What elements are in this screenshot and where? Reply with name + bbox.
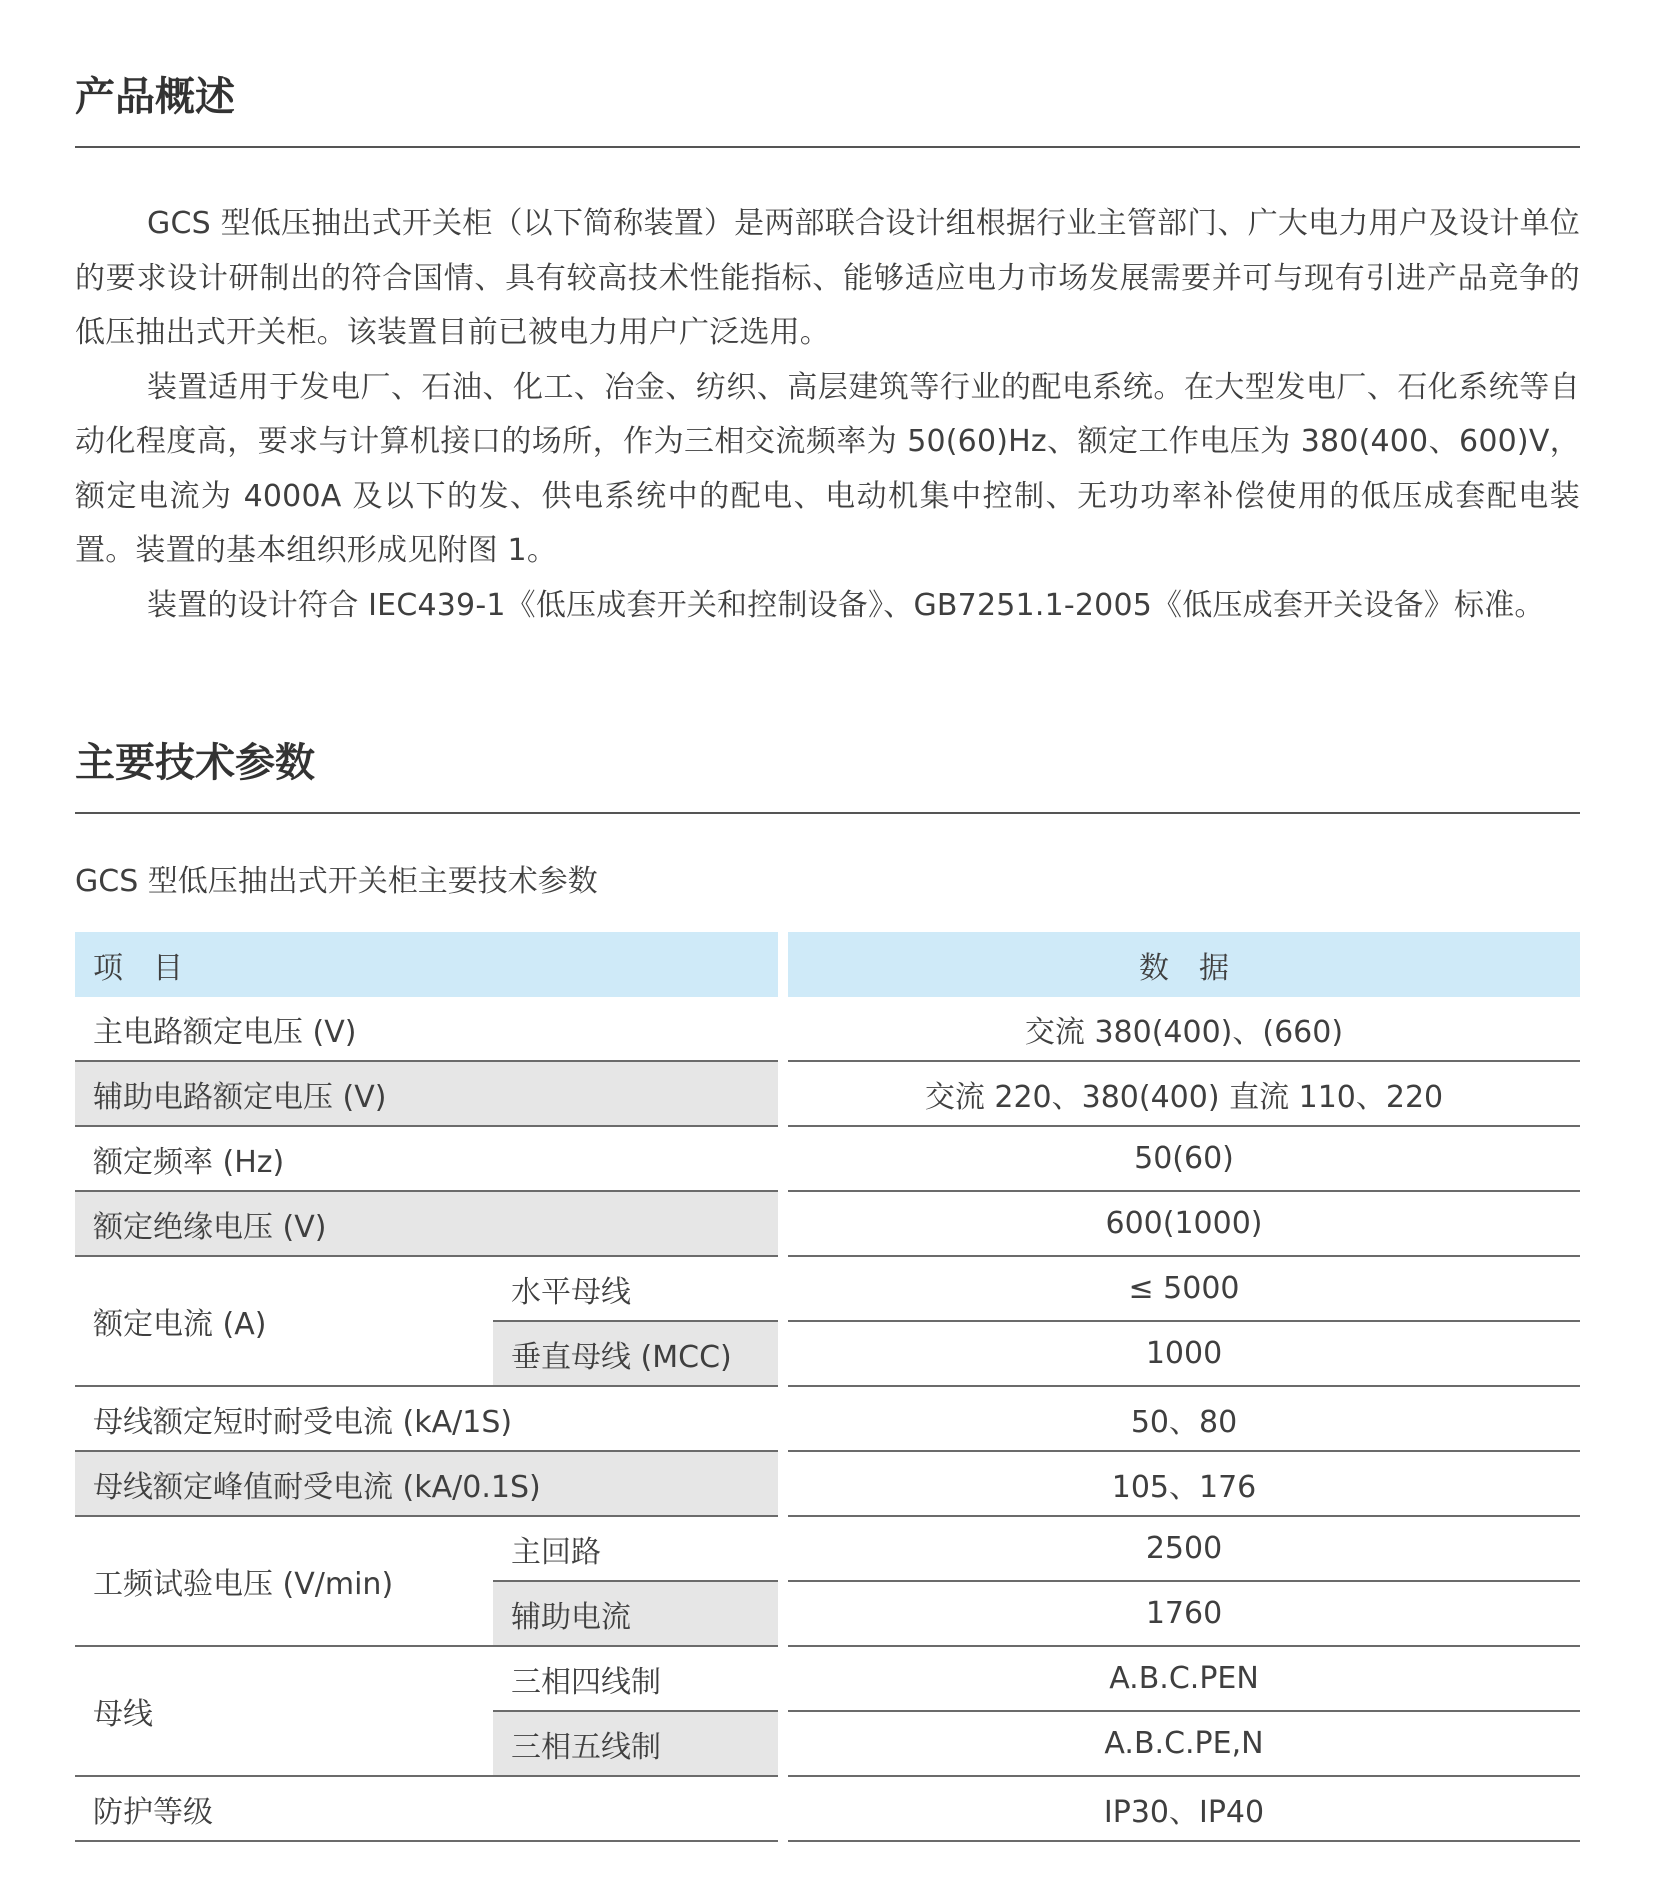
row-data: 105、176 — [788, 1452, 1580, 1517]
row-data: A.B.C.PE,N — [788, 1712, 1580, 1777]
table-row — [75, 1062, 1580, 1127]
row-item: 母线额定峰值耐受电流 (kA/0.1S) — [75, 1452, 778, 1517]
row-data: 交流 380(400)、(660) — [788, 997, 1580, 1062]
overview-paragraph-2: 装置适用于发电厂、石油、化工、冶金、纺织、高层建筑等行业的配电系统。在大型发电厂、石化系统等自动化程度高，要求与计算机接口的场所，作为三相交流频率为 50(60)Hz、额定工作电压为 380(400、600)V，额定电流为 4000A 及以下的发、供电系统中的配电、电动机集中控制、无功功率补偿使用的低压成套配电装置。装置的基本组织形成见附图 1。 — [75, 369, 1580, 568]
row-item: 防护等级 — [75, 1777, 778, 1842]
table-row — [75, 1647, 1580, 1712]
table-row — [75, 1257, 1580, 1322]
row-item: 主电路额定电压 (V) — [75, 997, 778, 1062]
row-data: 1760 — [788, 1582, 1580, 1647]
row-subitem: 三相五线制 — [493, 1712, 778, 1777]
params-table-caption: GCS 型低压抽出式开关柜主要技术参数 — [75, 864, 598, 899]
header-item: 项 目 — [75, 932, 778, 997]
table-row — [75, 1192, 1580, 1257]
row-data: ≤ 5000 — [788, 1257, 1580, 1322]
row-item: 额定电流 (A) — [75, 1257, 493, 1387]
table-row — [75, 1387, 1580, 1452]
params-divider — [75, 812, 1580, 814]
row-data: IP30、IP40 — [788, 1777, 1580, 1842]
overview-paragraph-3: 装置的设计符合 IEC439-1《低压成套开关和控制设备》、GB7251.1-2005《低压成套开关设备》标准。 — [147, 587, 1545, 623]
row-subitem: 主回路 — [493, 1517, 778, 1582]
overview-divider — [75, 146, 1580, 148]
row-data: A.B.C.PEN — [788, 1647, 1580, 1712]
params-title: 主要技术参数 — [75, 740, 315, 786]
row-item: 工频试验电压 (V/min) — [75, 1517, 493, 1647]
row-subitem: 辅助电流 — [493, 1582, 778, 1647]
params-table — [75, 932, 1580, 1842]
row-data: 2500 — [788, 1517, 1580, 1582]
table-header-row — [75, 932, 1580, 997]
overview-paragraph-1: GCS 型低压抽出式开关柜（以下简称装置）是两部联合设计组根据行业主管部门、广大电力用户及设计单位的要求设计研制出的符合国情、具有较高技术性能指标、能够适应电力市场发展需要并可与现有引进产品竞争的低压抽出式开关柜。该装置目前已被电力用户广泛选用。 — [75, 206, 1580, 350]
row-data: 50(60) — [788, 1127, 1580, 1192]
row-item: 额定频率 (Hz) — [75, 1127, 778, 1192]
table-row — [75, 1127, 1580, 1192]
overview-title: 产品概述 — [75, 74, 235, 120]
row-data: 600(1000) — [788, 1192, 1580, 1257]
table-row — [75, 1452, 1580, 1517]
row-data: 交流 220、380(400) 直流 110、220 — [788, 1062, 1580, 1127]
table-row — [75, 1517, 1580, 1582]
row-item: 母线 — [75, 1647, 493, 1777]
row-data: 1000 — [788, 1322, 1580, 1387]
row-subitem: 水平母线 — [493, 1257, 778, 1322]
header-data: 数 据 — [788, 932, 1580, 997]
row-subitem: 垂直母线 (MCC) — [493, 1322, 778, 1387]
table-row — [75, 997, 1580, 1062]
row-item: 额定绝缘电压 (V) — [75, 1192, 778, 1257]
table-row — [75, 1777, 1580, 1842]
overview-body — [75, 197, 1580, 633]
row-data: 50、80 — [788, 1387, 1580, 1452]
row-item: 母线额定短时耐受电流 (kA/1S) — [75, 1387, 778, 1452]
row-subitem: 三相四线制 — [493, 1647, 778, 1712]
row-item: 辅助电路额定电压 (V) — [75, 1062, 778, 1127]
